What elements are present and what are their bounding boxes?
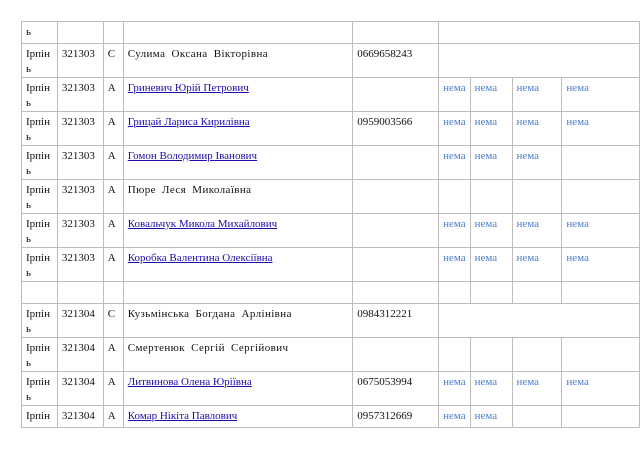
person-name-text: Смертенюк Сергій Сергійович bbox=[127, 342, 289, 354]
role-type-cell: С bbox=[103, 304, 123, 338]
status-cell: нема bbox=[470, 112, 512, 146]
status-cell bbox=[562, 146, 640, 180]
person-name-link[interactable]: Гомон Володимир Іванович bbox=[127, 150, 258, 162]
candidates-table bbox=[21, 21, 640, 428]
phone-cell bbox=[353, 214, 439, 248]
phone-cell: 0984312221 bbox=[353, 304, 439, 338]
district-code-cell: 321304 bbox=[57, 338, 103, 372]
phone-cell bbox=[353, 248, 439, 282]
district-code-cell: 321304 bbox=[57, 406, 103, 428]
person-name-text: Пюре Леся Миколаївна bbox=[127, 184, 252, 196]
city-cell: Ірпінь bbox=[22, 304, 58, 338]
status-cell: нема bbox=[470, 146, 512, 180]
person-name-link[interactable]: Ковальчук Микола Михайлович bbox=[127, 218, 278, 230]
district-code-cell: 321304 bbox=[57, 304, 103, 338]
phone-cell bbox=[353, 180, 439, 214]
person-name-cell[interactable] bbox=[123, 406, 353, 428]
phone-cell: 0669658243 bbox=[353, 44, 439, 78]
status-merged-cell bbox=[439, 22, 640, 44]
role-type-cell: С bbox=[103, 44, 123, 78]
role-type-cell: А bbox=[103, 112, 123, 146]
status-merged-cell bbox=[439, 304, 640, 338]
role-type-cell: А bbox=[103, 180, 123, 214]
status-cell: нема bbox=[439, 214, 471, 248]
status-cell: нема bbox=[512, 78, 562, 112]
status-cell: нема bbox=[470, 406, 512, 428]
person-name-cell[interactable] bbox=[123, 372, 353, 406]
status-cell bbox=[439, 282, 471, 304]
status-cell bbox=[512, 282, 562, 304]
status-cell: нема bbox=[470, 248, 512, 282]
role-type-cell: А bbox=[103, 406, 123, 428]
table-row bbox=[22, 146, 640, 180]
status-cell: нема bbox=[562, 372, 640, 406]
city-cell: Ірпінь bbox=[22, 180, 58, 214]
district-code-cell: 321303 bbox=[57, 112, 103, 146]
status-cell: нема bbox=[512, 146, 562, 180]
district-code-cell: 321303 bbox=[57, 146, 103, 180]
person-name-link[interactable]: Комар Нікіта Павлович bbox=[127, 410, 238, 422]
phone-cell: 0957312669 bbox=[353, 406, 439, 428]
city-cell bbox=[22, 282, 58, 304]
phone-cell bbox=[353, 338, 439, 372]
table-row bbox=[22, 304, 640, 338]
status-cell: нема bbox=[439, 372, 471, 406]
person-name-text: Кузьмінська Богдана Арлінівна bbox=[127, 308, 292, 320]
city-cell: Ірпінь bbox=[22, 44, 58, 78]
person-name-cell[interactable] bbox=[123, 112, 353, 146]
district-code-cell: 321303 bbox=[57, 180, 103, 214]
table-row bbox=[22, 44, 640, 78]
person-name-link[interactable]: Грицай Лариса Кирилівна bbox=[127, 116, 250, 128]
table-row bbox=[22, 78, 640, 112]
status-cell: нема bbox=[562, 214, 640, 248]
status-cell: нема bbox=[470, 214, 512, 248]
table-row bbox=[22, 112, 640, 146]
table-row bbox=[22, 338, 640, 372]
table-row bbox=[22, 248, 640, 282]
status-cell bbox=[439, 338, 471, 372]
person-name-cell[interactable] bbox=[123, 214, 353, 248]
status-cell bbox=[470, 180, 512, 214]
status-cell bbox=[470, 282, 512, 304]
city-cell: Ірпінь bbox=[22, 372, 58, 406]
person-name-cell bbox=[123, 180, 353, 214]
status-cell bbox=[512, 406, 562, 428]
person-name-cell[interactable] bbox=[123, 248, 353, 282]
status-cell: нема bbox=[439, 146, 471, 180]
phone-cell: 0675053994 bbox=[353, 372, 439, 406]
person-name-cell bbox=[123, 44, 353, 78]
status-merged-cell bbox=[439, 44, 640, 78]
phone-cell: 0959003566 bbox=[353, 112, 439, 146]
person-name-text: Сулима Оксана Вікторівна bbox=[127, 48, 269, 60]
status-cell: нема bbox=[512, 248, 562, 282]
status-cell bbox=[470, 338, 512, 372]
role-type-cell: А bbox=[103, 214, 123, 248]
phone-cell bbox=[353, 78, 439, 112]
city-cell: ь bbox=[22, 22, 58, 44]
city-cell: Ірпінь bbox=[22, 146, 58, 180]
status-cell: нема bbox=[470, 78, 512, 112]
table-row bbox=[22, 180, 640, 214]
district-code-cell: 321303 bbox=[57, 248, 103, 282]
role-type-cell: А bbox=[103, 146, 123, 180]
city-cell: Ірпінь bbox=[22, 78, 58, 112]
role-type-cell: А bbox=[103, 248, 123, 282]
status-cell bbox=[439, 180, 471, 214]
phone-cell bbox=[353, 146, 439, 180]
status-cell bbox=[562, 180, 640, 214]
city-cell: Ірпін bbox=[22, 406, 58, 428]
person-name-cell[interactable] bbox=[123, 78, 353, 112]
district-code-cell: 321303 bbox=[57, 44, 103, 78]
status-cell: нема bbox=[512, 372, 562, 406]
status-cell: нема bbox=[439, 406, 471, 428]
status-cell: нема bbox=[470, 372, 512, 406]
status-cell bbox=[562, 338, 640, 372]
person-name-cell bbox=[123, 338, 353, 372]
person-name-cell bbox=[123, 304, 353, 338]
status-cell: нема bbox=[562, 248, 640, 282]
district-code-cell: 321303 bbox=[57, 78, 103, 112]
person-name-link[interactable]: Коробка Валентина Олексіївна bbox=[127, 252, 273, 264]
table-row bbox=[22, 372, 640, 406]
district-code-cell bbox=[57, 22, 103, 44]
table-row bbox=[22, 406, 640, 428]
status-cell: нема bbox=[512, 214, 562, 248]
city-cell: Ірпінь bbox=[22, 248, 58, 282]
person-name-cell[interactable] bbox=[123, 146, 353, 180]
status-cell bbox=[562, 406, 640, 428]
table-body bbox=[22, 22, 640, 428]
status-cell: нема bbox=[562, 112, 640, 146]
table-row bbox=[22, 282, 640, 304]
district-code-cell: 321303 bbox=[57, 214, 103, 248]
role-type-cell bbox=[103, 282, 123, 304]
person-name-link[interactable]: Гриневич Юрій Петрович bbox=[127, 82, 249, 94]
role-type-cell: А bbox=[103, 338, 123, 372]
status-cell bbox=[562, 282, 640, 304]
person-name-link[interactable]: Литвинова Олена Юріївна bbox=[127, 376, 252, 388]
district-code-cell: 321304 bbox=[57, 372, 103, 406]
status-cell: нема bbox=[562, 78, 640, 112]
city-cell: Ірпінь bbox=[22, 214, 58, 248]
role-type-cell: А bbox=[103, 78, 123, 112]
city-cell: Ірпінь bbox=[22, 338, 58, 372]
table-row bbox=[22, 22, 640, 44]
status-cell: нема bbox=[439, 112, 471, 146]
status-cell: нема bbox=[512, 112, 562, 146]
role-type-cell bbox=[103, 22, 123, 44]
status-cell bbox=[512, 180, 562, 214]
person-name-cell bbox=[123, 22, 353, 44]
table-row bbox=[22, 214, 640, 248]
status-cell bbox=[512, 338, 562, 372]
phone-cell bbox=[353, 282, 439, 304]
city-cell: Ірпінь bbox=[22, 112, 58, 146]
district-code-cell bbox=[57, 282, 103, 304]
role-type-cell: А bbox=[103, 372, 123, 406]
phone-cell bbox=[353, 22, 439, 44]
status-cell: нема bbox=[439, 248, 471, 282]
person-name-cell bbox=[123, 282, 353, 304]
status-cell: нема bbox=[439, 78, 471, 112]
